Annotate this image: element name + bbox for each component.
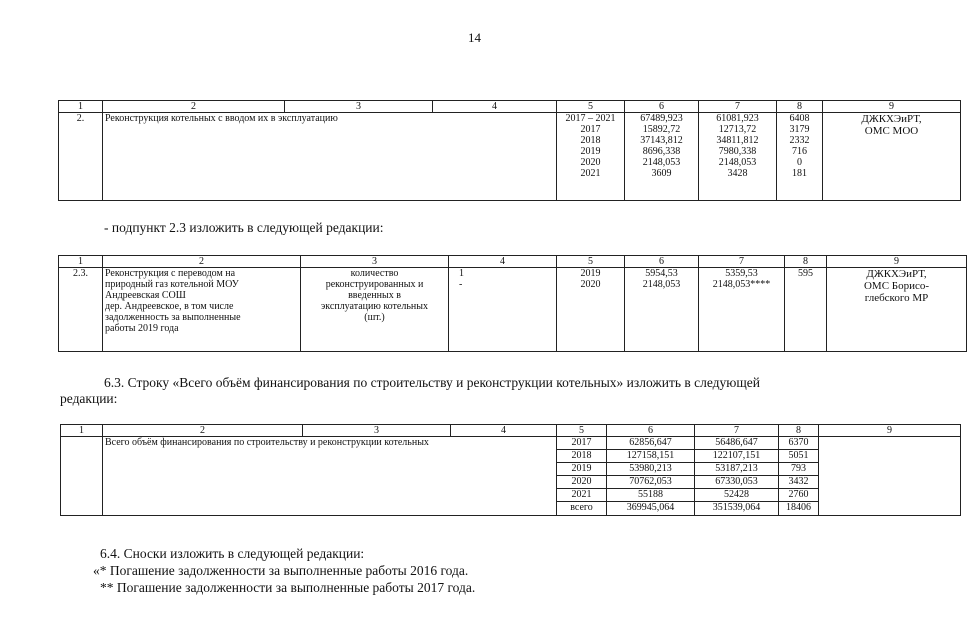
header-cell: 1 bbox=[59, 101, 103, 113]
table-subitem-2-3 bbox=[58, 255, 967, 352]
header-cell: 8 bbox=[785, 256, 827, 268]
paragraph-6-3-line: 6.3. Строку «Всего объём финансирования по строительству и реконструкции котельных» изложить в следующей bbox=[104, 375, 760, 390]
value: 2148,053 bbox=[718, 157, 757, 168]
local-funding-cell bbox=[777, 113, 823, 201]
value: 67330,053 bbox=[695, 476, 779, 489]
year: 2021 bbox=[557, 489, 607, 502]
header-cell: 8 bbox=[779, 425, 819, 437]
row-name bbox=[103, 113, 557, 201]
executor: ДЖКХЭиРТ, bbox=[861, 113, 922, 125]
year: 2017 – 2021 bbox=[565, 113, 616, 124]
header-cell: 9 bbox=[823, 101, 961, 113]
year: 2019 bbox=[557, 463, 607, 476]
value: 2148,053**** bbox=[712, 279, 771, 290]
value: 793 bbox=[779, 463, 819, 476]
executor: глебского МР bbox=[864, 292, 929, 304]
value: 595 bbox=[798, 268, 813, 279]
indicator-cell bbox=[301, 268, 449, 352]
executor: ДЖКХЭиРТ, bbox=[866, 268, 927, 280]
regional-funding-cell bbox=[699, 113, 777, 201]
header-cell: 8 bbox=[777, 101, 823, 113]
value: 3428 bbox=[727, 168, 748, 179]
value: 351539,064 bbox=[695, 502, 779, 516]
value: 369945,064 bbox=[607, 502, 695, 516]
year: 2018 bbox=[580, 135, 601, 146]
value: 61081,923 bbox=[716, 113, 759, 124]
value: 181 bbox=[792, 168, 807, 179]
value: 62856,647 bbox=[607, 437, 695, 450]
quantity-cell bbox=[449, 268, 557, 352]
indicator-line: количество bbox=[350, 268, 399, 279]
header-cell: 2 bbox=[103, 101, 285, 113]
value: 55188 bbox=[607, 489, 695, 502]
header-cell: 5 bbox=[557, 101, 625, 113]
row-number: 2. bbox=[59, 113, 103, 201]
indicator-line: эксплуатацию котельных bbox=[321, 301, 428, 312]
table-row bbox=[59, 113, 961, 201]
year: 2020 bbox=[580, 157, 601, 168]
footnote-1: «* Погашение задолженности за выполненные работы 2016 года. bbox=[93, 563, 469, 578]
empty-cell bbox=[819, 437, 961, 516]
header-cell: 6 bbox=[625, 256, 699, 268]
value: 56486,647 bbox=[695, 437, 779, 450]
value: 127158,151 bbox=[607, 450, 695, 463]
total-funding-cell bbox=[625, 113, 699, 201]
value: 2148,053 bbox=[642, 279, 681, 290]
value: 18406 bbox=[779, 502, 819, 516]
value: 70762,053 bbox=[607, 476, 695, 489]
row-name bbox=[103, 268, 301, 352]
value: 52428 bbox=[695, 489, 779, 502]
year: 2017 bbox=[580, 124, 601, 135]
table-header-row bbox=[59, 101, 961, 113]
value: 2332 bbox=[789, 135, 810, 146]
value: 1 bbox=[459, 268, 464, 279]
value: 7980,338 bbox=[718, 146, 757, 157]
year: 2017 bbox=[557, 437, 607, 450]
indicator-line: (шт.) bbox=[364, 312, 385, 323]
header-cell: 2 bbox=[103, 256, 301, 268]
name-line: дер. Андреевское, в том числе bbox=[105, 301, 234, 312]
executor-cell bbox=[827, 268, 967, 352]
table-total-funding bbox=[60, 424, 961, 516]
table-header-row bbox=[59, 256, 967, 268]
value: 122107,151 bbox=[695, 450, 779, 463]
value: 53980,213 bbox=[607, 463, 695, 476]
executor: ОМС Борисо- bbox=[863, 280, 930, 292]
row-name bbox=[103, 437, 557, 516]
value: 5954,53 bbox=[645, 268, 678, 279]
year: 2018 bbox=[557, 450, 607, 463]
paragraph-2-3: - подпункт 2.3 изложить в следующей редакции: bbox=[104, 220, 384, 235]
table-reconstruction-boilers bbox=[58, 100, 961, 201]
years-cell bbox=[557, 113, 625, 201]
row-name-text: Реконструкция котельных с вводом их в эксплуатацию bbox=[105, 113, 338, 124]
name-line: работы 2019 года bbox=[105, 323, 179, 334]
indicator-line: введенных в bbox=[348, 290, 401, 301]
header-cell: 4 bbox=[451, 425, 557, 437]
header-cell: 4 bbox=[449, 256, 557, 268]
value: 2148,053 bbox=[642, 157, 681, 168]
value: 67489,923 bbox=[640, 113, 683, 124]
name-line: природный газ котельной МОУ bbox=[105, 279, 239, 290]
value: 6370 bbox=[779, 437, 819, 450]
year: всего bbox=[557, 502, 607, 516]
paragraph-6-3-cont bbox=[60, 391, 117, 406]
value: 15892,72 bbox=[642, 124, 681, 135]
value: 0 bbox=[797, 157, 802, 168]
page-number: 14 bbox=[468, 30, 481, 45]
header-cell: 9 bbox=[827, 256, 967, 268]
paragraph-6-3 bbox=[104, 375, 760, 390]
row-number: 2.3. bbox=[59, 268, 103, 352]
value: 3609 bbox=[651, 168, 672, 179]
value: - bbox=[459, 279, 463, 290]
paragraph-6-3-line: редакции: bbox=[60, 391, 118, 406]
table-row bbox=[61, 437, 961, 450]
value: 5051 bbox=[779, 450, 819, 463]
indicator-line: реконструированных и bbox=[325, 279, 424, 290]
value: 34811,812 bbox=[716, 135, 759, 146]
value: 53187,213 bbox=[695, 463, 779, 476]
value: 2760 bbox=[779, 489, 819, 502]
footnote-2: ** Погашение задолженности за выполненные работы 2017 года. bbox=[100, 580, 476, 595]
name-line: задолженность за выполненные bbox=[105, 312, 241, 323]
table-row bbox=[59, 268, 967, 352]
header-cell: 7 bbox=[695, 425, 779, 437]
name-line: Андреевская СОШ bbox=[105, 290, 186, 301]
year: 2019 bbox=[580, 268, 601, 279]
years-cell bbox=[557, 268, 625, 352]
year: 2020 bbox=[580, 279, 601, 290]
name-line: Реконструкция с переводом на bbox=[105, 268, 236, 279]
regional-funding-cell bbox=[699, 268, 785, 352]
header-cell: 3 bbox=[285, 101, 433, 113]
value: 8696,338 bbox=[642, 146, 681, 157]
header-cell: 6 bbox=[607, 425, 695, 437]
header-cell: 1 bbox=[59, 256, 103, 268]
year: 2020 bbox=[557, 476, 607, 489]
value: 12713,72 bbox=[718, 124, 757, 135]
header-cell: 5 bbox=[557, 256, 625, 268]
header-cell: 3 bbox=[301, 256, 449, 268]
header-cell: 5 bbox=[557, 425, 607, 437]
value: 716 bbox=[792, 146, 807, 157]
header-cell: 1 bbox=[61, 425, 103, 437]
value: 3432 bbox=[779, 476, 819, 489]
paragraph-6-4: 6.4. Сноски изложить в следующей редакции: bbox=[100, 546, 365, 561]
header-cell: 3 bbox=[303, 425, 451, 437]
header-cell: 9 bbox=[819, 425, 961, 437]
year: 2019 bbox=[580, 146, 601, 157]
header-cell: 6 bbox=[625, 101, 699, 113]
row-name-text: Всего объём финансирования по строительству и реконструкции котельных bbox=[105, 437, 429, 448]
local-funding-cell bbox=[785, 268, 827, 352]
value: 37143,812 bbox=[640, 135, 683, 146]
value: 3179 bbox=[789, 124, 810, 135]
header-cell: 7 bbox=[699, 256, 785, 268]
year: 2021 bbox=[580, 168, 601, 179]
empty-cell bbox=[61, 437, 103, 516]
value: 5359,53 bbox=[725, 268, 758, 279]
executor-cell bbox=[823, 113, 961, 201]
header-cell: 4 bbox=[433, 101, 557, 113]
header-cell: 2 bbox=[103, 425, 303, 437]
table-header-row bbox=[61, 425, 961, 437]
total-funding-cell bbox=[625, 268, 699, 352]
header-cell: 7 bbox=[699, 101, 777, 113]
value: 6408 bbox=[789, 113, 810, 124]
executor: ОМС МОО bbox=[864, 125, 919, 137]
